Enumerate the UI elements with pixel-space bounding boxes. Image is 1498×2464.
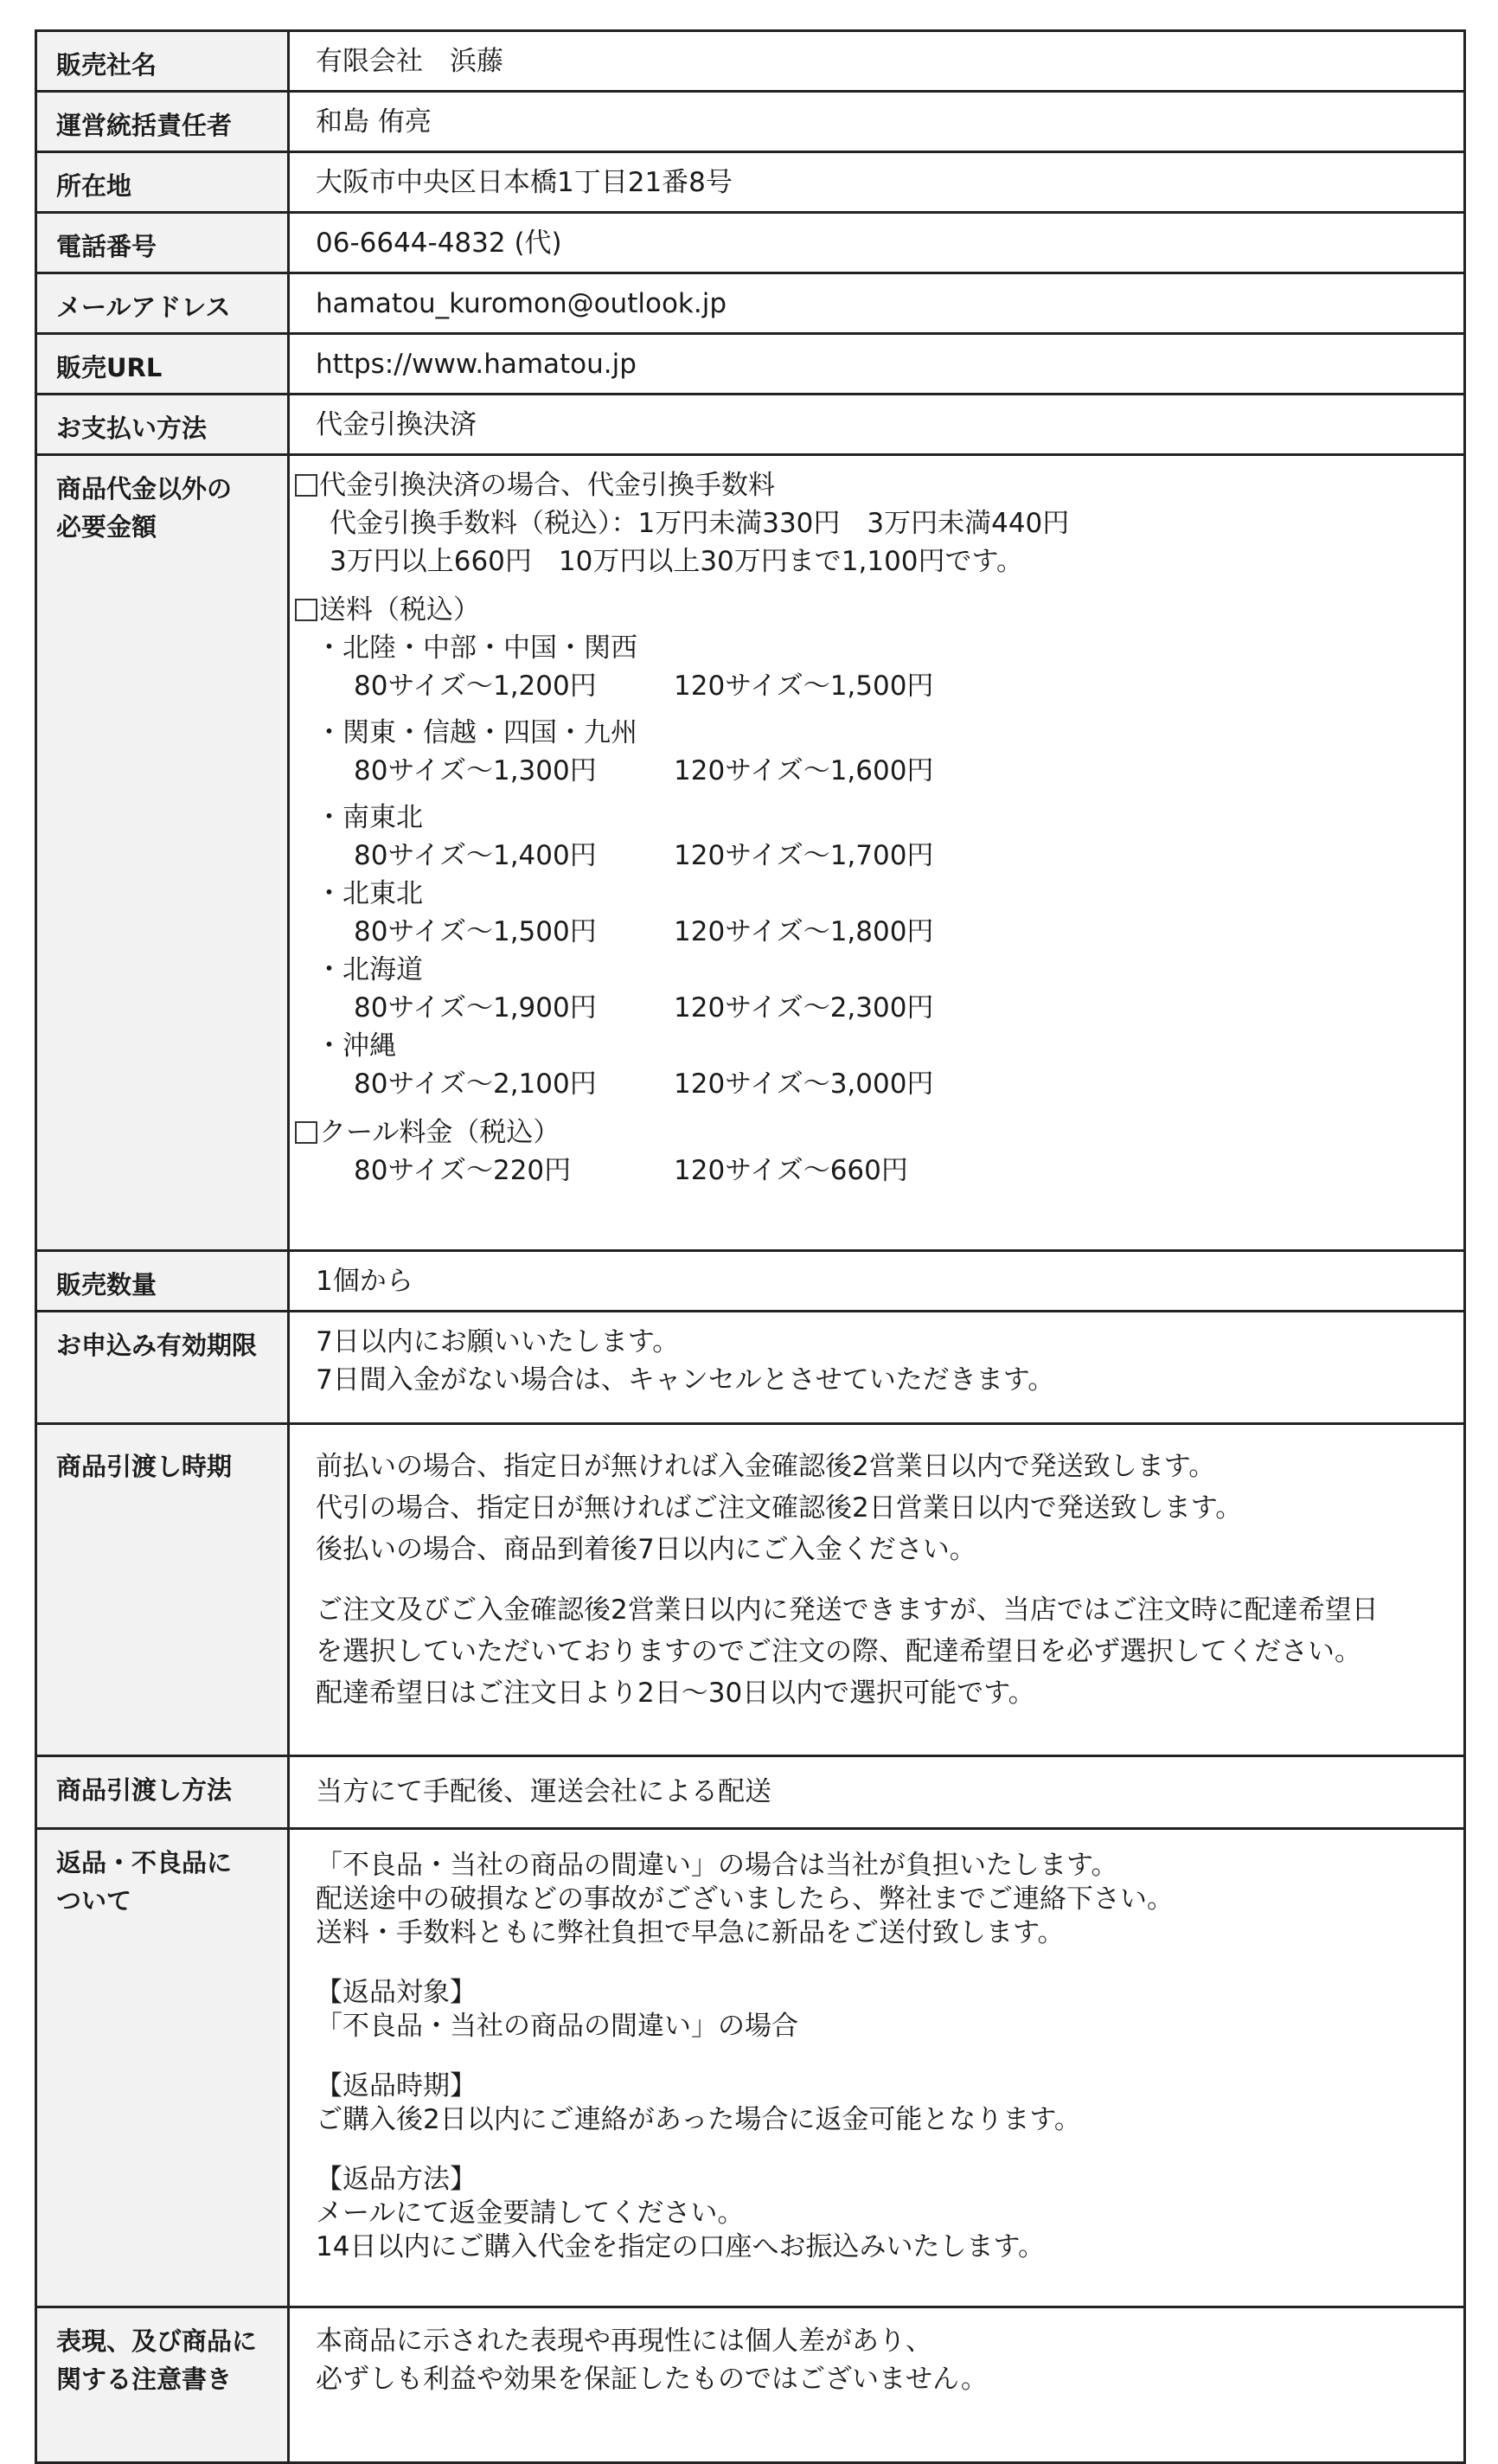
checkbox-icon xyxy=(295,474,317,497)
returns-line-1: 「不良品・当社の商品の間違い」の場合は当社が負担いたします。 xyxy=(316,1850,1118,1881)
returns-method-title: 【返品方法】 xyxy=(316,2164,477,2195)
label-cell xyxy=(36,273,289,334)
returns-label: 返品・不良品に ついて xyxy=(56,1848,233,1915)
shipping-price-80: 80サイズ〜1,500円 xyxy=(354,916,597,947)
shipping-region-prices xyxy=(295,1065,1463,1103)
label-cell xyxy=(36,213,289,273)
label-cell xyxy=(36,92,289,152)
delivery-time-line-2: 代引の場合、指定日が無ければご注文確認後2日営業日以内で発送致します。 xyxy=(316,1492,1243,1524)
row-delivery-time xyxy=(36,1424,1465,1756)
cod-fee-line-2: 3万円以上660円 10万円以上30万円まで1,100円です。 xyxy=(330,546,1024,577)
cool-price-80: 80サイズ〜220円 xyxy=(354,1155,572,1186)
row-phone xyxy=(36,213,1465,273)
value-cell xyxy=(289,1756,1465,1829)
value-cell xyxy=(289,395,1465,455)
value-cell xyxy=(289,273,1465,334)
label-cell xyxy=(36,1829,289,2307)
delivery-time-line-4: ご注文及びご入金確認後2営業日以内に発送できますが、当店ではご注文時に配達希望日 xyxy=(316,1595,1379,1626)
delivery-method-value: 当方にて手配後、運送会社による配送 xyxy=(316,1776,771,1807)
value-cell xyxy=(289,31,1465,92)
delivery-time-line-5: を選択していただいておりますのでご注文の際、配達希望日を必ず選択してください。 xyxy=(316,1636,1361,1667)
shipping-region-name: ・沖縄 xyxy=(316,1030,396,1062)
value-cell xyxy=(289,1251,1465,1312)
cool-title-text: クール料金（税込） xyxy=(319,1117,560,1148)
row-notice xyxy=(36,2307,1465,2463)
cool-prices xyxy=(295,1152,1463,1190)
shipping-price-80: 80サイズ〜1,200円 xyxy=(354,671,597,702)
seller-label: 販売社名 xyxy=(56,50,157,80)
row-payment xyxy=(36,395,1465,455)
shipping-region-name: ・北東北 xyxy=(316,878,423,909)
notice-line-1: 本商品に示された表現や再現性には個人差があり、 xyxy=(316,2326,932,2357)
shipping-price-120: 120サイズ〜1,700円 xyxy=(674,840,934,871)
shipping-price-80: 80サイズ〜1,300円 xyxy=(354,755,597,786)
row-address xyxy=(36,152,1465,213)
returns-period-text: ご購入後2日以内にご連絡があった場合に返金可能となります。 xyxy=(316,2104,1081,2135)
shipping-price-120: 120サイズ〜1,600円 xyxy=(674,755,934,786)
returns-period-title: 【返品時期】 xyxy=(316,2070,477,2101)
shipping-region-prices xyxy=(295,913,1463,951)
quantity-label: 販売数量 xyxy=(56,1270,157,1299)
delivery-method-label: 商品引渡し方法 xyxy=(56,1775,233,1805)
returns-method-line-1: メールにて返金要請してください。 xyxy=(316,2198,745,2229)
shipping-price-80: 80サイズ〜1,400円 xyxy=(354,840,597,871)
email-label: メールアドレス xyxy=(56,292,231,322)
notice-line-2: 必ずしも利益や効果を保証したものではございません。 xyxy=(316,2364,988,2395)
value-cell xyxy=(289,1829,1465,2307)
shipping-title-text: 送料（税込） xyxy=(319,594,480,626)
label-cell xyxy=(36,455,289,1251)
label-cell xyxy=(36,334,289,395)
value-cell xyxy=(289,92,1465,152)
validity-label: お申込み有効期限 xyxy=(56,1331,258,1360)
row-url xyxy=(36,334,1465,395)
label-cell xyxy=(36,31,289,92)
cod-title-text: 代金引換決済の場合、代金引換手数料 xyxy=(319,470,775,501)
manager-value: 和島 侑亮 xyxy=(316,106,432,138)
commerce-disclosure-table xyxy=(35,29,1466,2464)
fees-label: 商品代金以外の 必要金額 xyxy=(56,474,233,542)
label-cell xyxy=(36,152,289,213)
value-cell xyxy=(289,152,1465,213)
shipping-region-list xyxy=(295,629,1463,1103)
label-cell xyxy=(36,2307,289,2463)
value-cell xyxy=(289,2307,1465,2463)
shipping-region-name: ・北海道 xyxy=(316,954,423,985)
quantity-value: 1個から xyxy=(316,1266,413,1297)
label-cell xyxy=(36,1756,289,1829)
value-cell xyxy=(289,1312,1465,1424)
shipping-price-120: 120サイズ〜1,500円 xyxy=(674,671,934,702)
shipping-region-name: ・北陸・中部・中国・関西 xyxy=(316,632,637,664)
shipping-region-name: ・南東北 xyxy=(316,802,423,833)
payment-label: お支払い方法 xyxy=(56,414,208,443)
label-cell xyxy=(36,395,289,455)
shipping-region-prices xyxy=(295,837,1463,875)
returns-line-2: 配送途中の破損などの事故がございましたら、弊社までご連絡下さい。 xyxy=(316,1883,1174,1915)
payment-value: 代金引換決済 xyxy=(316,409,477,440)
row-fees xyxy=(36,455,1465,1251)
value-cell xyxy=(289,334,1465,395)
row-returns xyxy=(36,1829,1465,2307)
row-delivery-method xyxy=(36,1756,1465,1829)
manager-label: 運営統括責任者 xyxy=(56,111,233,140)
value-cell xyxy=(289,1424,1465,1756)
checkbox-icon xyxy=(295,1121,317,1144)
shipping-region-prices xyxy=(295,667,1463,705)
returns-target-title: 【返品対象】 xyxy=(316,1977,477,2008)
row-quantity xyxy=(36,1251,1465,1312)
cool-title xyxy=(295,1113,1463,1152)
value-cell xyxy=(289,455,1465,1251)
address-label: 所在地 xyxy=(56,171,132,201)
checkbox-icon xyxy=(295,599,317,621)
shipping-price-120: 120サイズ〜2,300円 xyxy=(674,992,934,1023)
cod-fee-line-1: 代金引換手数料（税込）：1万円未満330円 3万円未満440円 xyxy=(330,508,1070,539)
delivery-time-line-6: 配達希望日はご注文日より2日〜30日以内で選択可能です。 xyxy=(316,1678,1035,1709)
returns-line-3: 送料・手数料ともに弊社負担で早急に新品をご送付致します。 xyxy=(316,1917,1065,1948)
row-email xyxy=(36,273,1465,334)
row-manager xyxy=(36,92,1465,152)
shipping-region-name: ・関東・信越・四国・九州 xyxy=(316,717,637,748)
shipping-price-120: 120サイズ〜3,000円 xyxy=(674,1068,934,1100)
url-label: 販売URL xyxy=(56,353,163,382)
shipping-price-120: 120サイズ〜1,800円 xyxy=(674,916,934,947)
delivery-time-line-1: 前払いの場合、指定日が無ければ入金確認後2営業日以内で発送致します。 xyxy=(316,1451,1216,1482)
address-value: 大阪市中央区日本橋1丁目21番8号 xyxy=(316,167,733,198)
validity-line-1: 7日以内にお願いいたします。 xyxy=(316,1326,680,1357)
shipping-region-prices xyxy=(295,752,1463,790)
phone-value: 06-6644-4832 (代) xyxy=(316,228,562,259)
value-cell xyxy=(289,213,1465,273)
shipping-price-80: 80サイズ〜1,900円 xyxy=(354,992,597,1023)
returns-method-line-2: 14日以内にご購入代金を指定の口座へお振込みいたします。 xyxy=(316,2231,1045,2262)
shipping-region-prices xyxy=(295,989,1463,1027)
shipping-title xyxy=(295,591,1463,629)
shipping-price-80: 80サイズ〜2,100円 xyxy=(354,1068,597,1100)
returns-target-text: 「不良品・当社の商品の間違い」の場合 xyxy=(316,2011,798,2042)
delivery-time-line-3: 後払いの場合、商品到着後7日以内にご入金ください。 xyxy=(316,1534,976,1565)
label-cell xyxy=(36,1251,289,1312)
delivery-time-label: 商品引渡し時期 xyxy=(56,1452,233,1481)
row-validity xyxy=(36,1312,1465,1424)
validity-line-2: 7日間入金がない場合は、キャンセルとさせていただきます。 xyxy=(316,1364,1055,1396)
label-cell xyxy=(36,1312,289,1424)
cool-price-120: 120サイズ〜660円 xyxy=(674,1155,908,1186)
notice-label: 表現、及び商品に 関する注意書き xyxy=(56,2326,258,2394)
label-cell xyxy=(36,1424,289,1756)
url-value: https://www.hamatou.jp xyxy=(316,349,637,380)
cod-title xyxy=(295,466,1463,504)
row-seller xyxy=(36,31,1465,92)
email-value: hamatou_kuromon@outlook.jp xyxy=(316,288,727,319)
phone-label: 電話番号 xyxy=(56,232,157,261)
seller-value: 有限会社 浜藤 xyxy=(316,46,503,77)
